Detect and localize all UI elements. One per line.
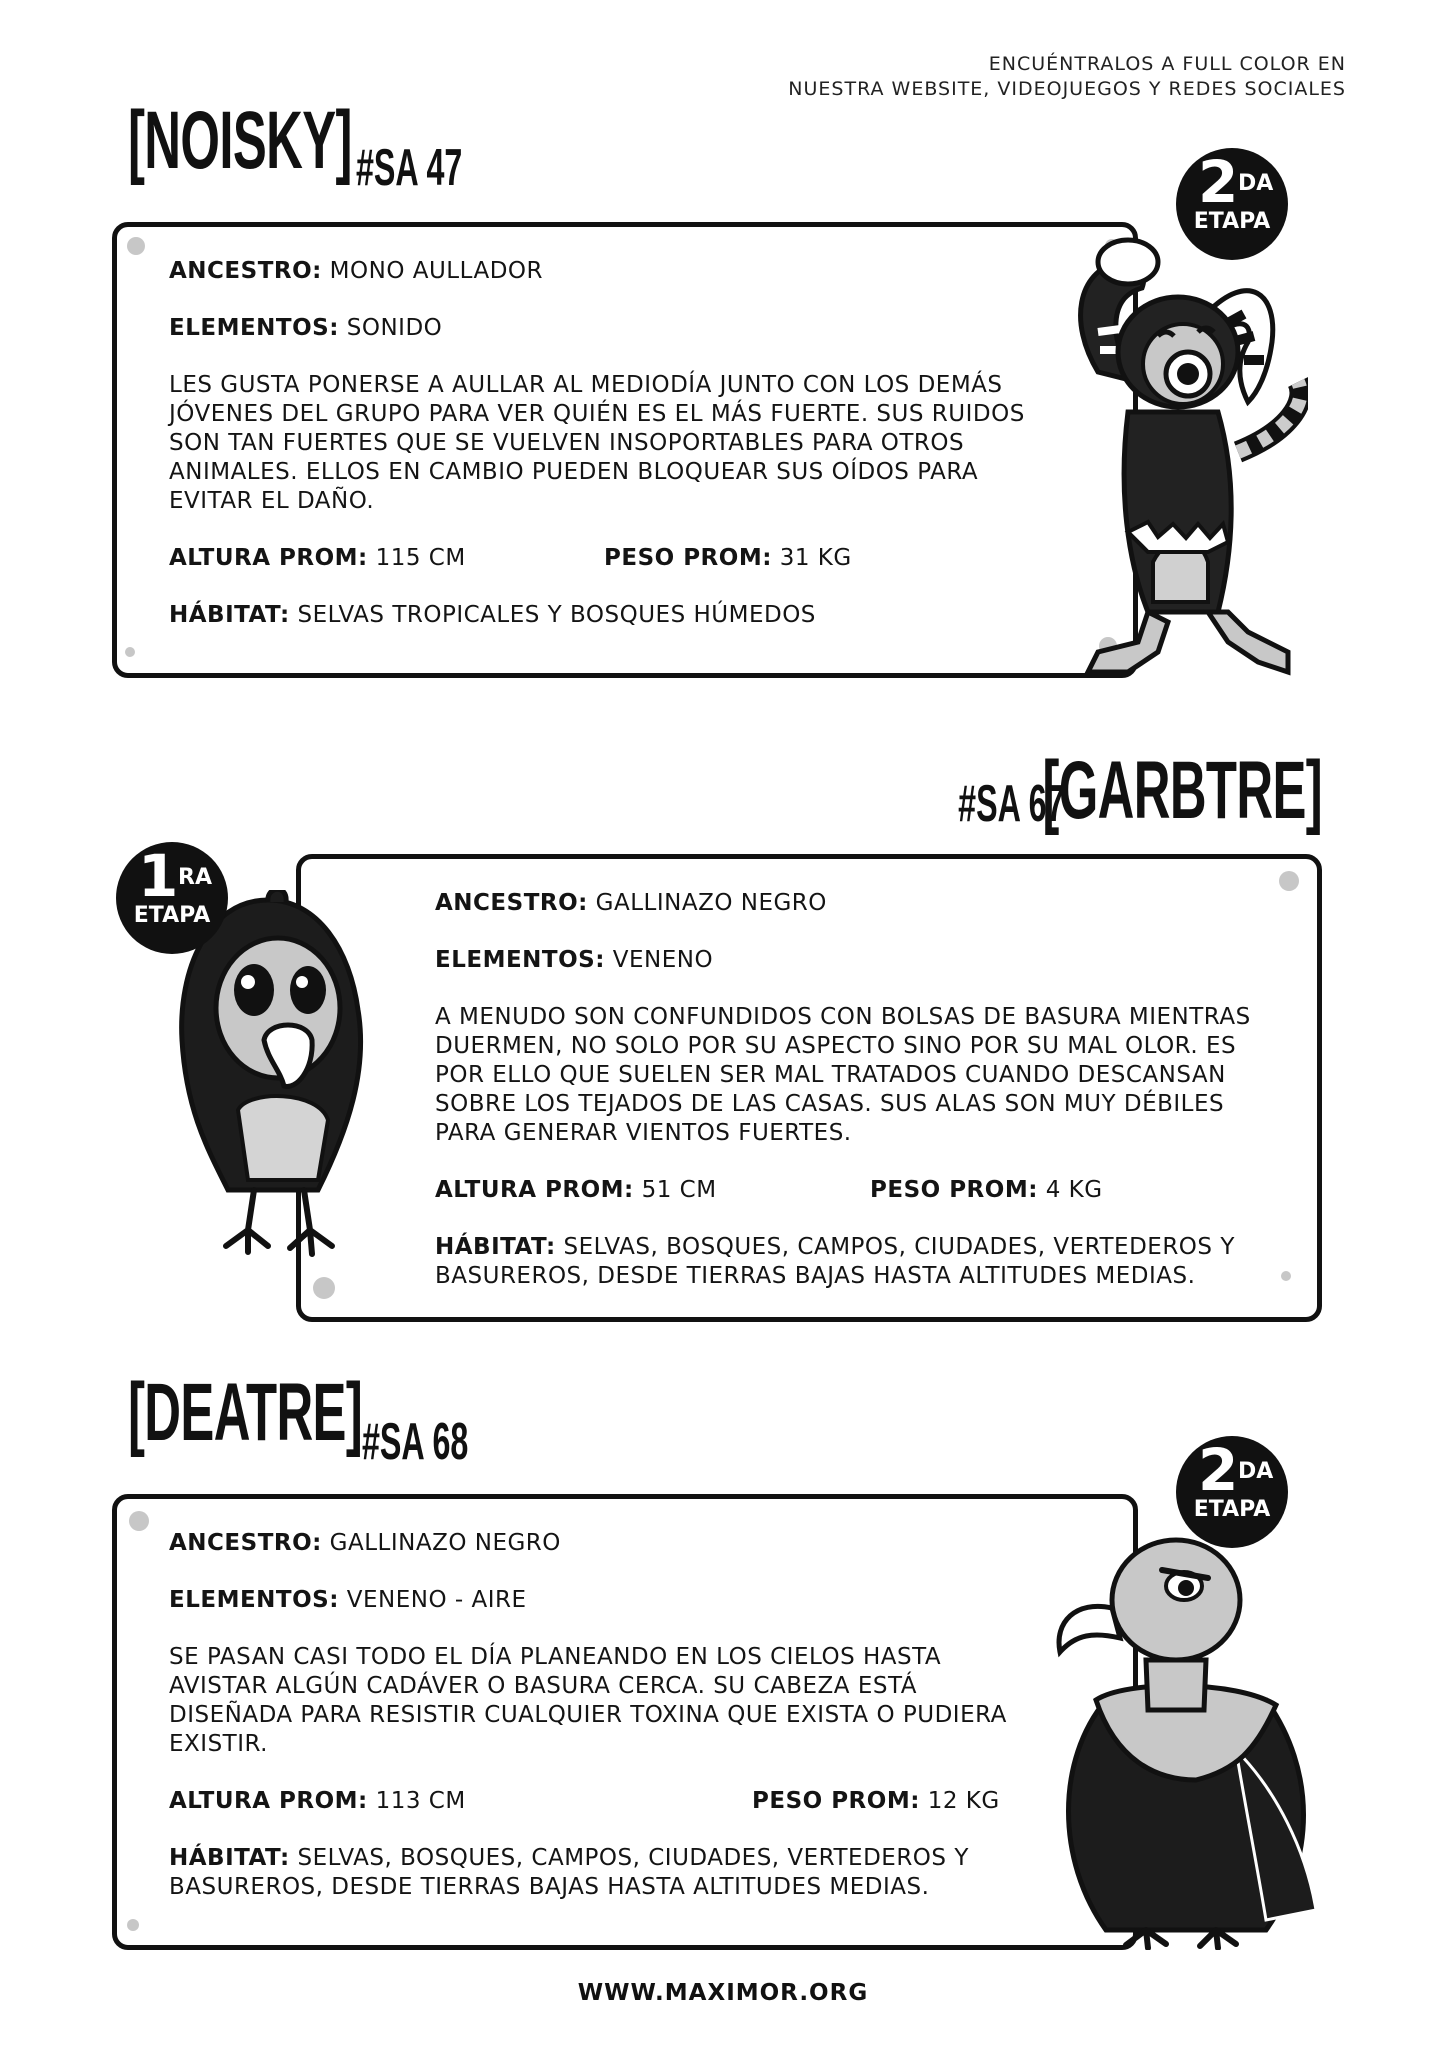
height-stat [169, 1787, 752, 1816]
weight-label: PESO PROM: [604, 545, 772, 571]
stage-badge-garbtre [116, 842, 228, 954]
header-note-line1: ENCUÉNTRALOS A FULL COLOR EN [988, 53, 1346, 75]
header-note [788, 52, 1346, 102]
height-stat [435, 1176, 870, 1205]
weight-stat [870, 1176, 1103, 1205]
habitat-row [435, 1233, 1275, 1291]
entry-details [169, 1529, 1009, 1930]
elements-row [435, 946, 1275, 975]
baby-vulture-illustration [168, 890, 378, 1270]
footer-website: WWW.MAXIMOR.ORG [577, 1980, 869, 2006]
rivet-dot [127, 237, 145, 255]
weight-stat [752, 1787, 1000, 1816]
height-stat [169, 544, 604, 573]
entry-details [435, 889, 1275, 1319]
stats-row [169, 544, 1029, 573]
entry-title-deatre: [DEATRE] [128, 1367, 363, 1458]
entry-code-garbtre: #SA 67 [958, 775, 1065, 833]
stage-badge-noisky [1176, 148, 1288, 260]
elements-label: ELEMENTOS: [169, 1587, 339, 1613]
weight-label: PESO PROM: [752, 1788, 920, 1814]
rivet-dot [129, 1511, 149, 1531]
elements-label: ELEMENTOS: [169, 315, 339, 341]
rivet-dot [313, 1277, 335, 1299]
rivet-dot [1279, 871, 1299, 891]
habitat-value: SELVAS TROPICALES Y BOSQUES HÚMEDOS [297, 602, 816, 628]
howler-monkey-illustration [1058, 232, 1308, 682]
stage-number: 1 [138, 842, 177, 910]
stage-label: ETAPA [133, 903, 211, 928]
height-value: 115 CM [375, 545, 466, 571]
entry-title-garbtre: [GARBTRE] [1042, 745, 1322, 836]
habitat-label: HÁBITAT: [169, 602, 290, 628]
ancestor-row [435, 889, 1275, 918]
elements-value: SONIDO [346, 315, 443, 341]
ancestor-value: MONO AULLADOR [329, 258, 543, 284]
stage-label: ETAPA [1193, 1497, 1271, 1522]
habitat-row [169, 1844, 1009, 1902]
ancestor-label: ANCESTRO: [435, 890, 588, 916]
elements-row [169, 1586, 1009, 1615]
elements-label: ELEMENTOS: [435, 947, 605, 973]
elements-value: VENENO [612, 947, 714, 973]
habitat-value: SELVAS, BOSQUES, CAMPOS, CIUDADES, VERTEDEROS Y BASUREROS, DESDE TIERRAS BAJAS HASTA ALTITUDES MEDIAS. [435, 1234, 1235, 1289]
habitat-label: HÁBITAT: [435, 1234, 556, 1260]
weight-label: PESO PROM: [870, 1177, 1038, 1203]
stage-suffix: DA [1238, 171, 1274, 196]
elements-row [169, 314, 1029, 343]
stage-suffix: DA [1238, 1459, 1274, 1484]
stage-label: ETAPA [1193, 209, 1271, 234]
stage-badge-deatre [1176, 1436, 1288, 1548]
height-value: 51 CM [641, 1177, 717, 1203]
habitat-label: HÁBITAT: [169, 1845, 290, 1871]
header-note-line2: NUESTRA WEBSITE, VIDEOJUEGOS Y REDES SOCIALES [788, 78, 1346, 100]
height-value: 113 CM [375, 1788, 466, 1814]
description: A MENUDO SON CONFUNDIDOS CON BOLSAS DE BASURA MIENTRAS DUERMEN, NO SOLO POR SU ASPECTO SINO POR SU MAL OLOR. ES POR ELLO QUE SUELEN SER MAL TRATADOS CUANDO DESCANSAN SOBRE LOS TEJADOS DE LAS CASAS. SUS ALAS SON MUY DÉBILES PARA GENERAR VIENTOS FUERTES. [435, 1004, 1251, 1146]
rivet-dot [125, 647, 135, 657]
weight-stat [604, 544, 852, 573]
habitat-value: SELVAS, BOSQUES, CAMPOS, CIUDADES, VERTEDEROS Y BASUREROS, DESDE TIERRAS BAJAS HASTA ALTITUDES MEDIAS. [169, 1845, 969, 1900]
rivet-dot [127, 1919, 139, 1931]
stage-number: 2 [1198, 1436, 1237, 1504]
height-label: ALTURA PROM: [169, 1788, 368, 1814]
entry-title-noisky: [NOISKY] [128, 95, 352, 186]
ancestor-value: GALLINAZO NEGRO [595, 890, 827, 916]
ancestor-label: ANCESTRO: [169, 258, 322, 284]
entry-details [169, 257, 1029, 658]
description: SE PASAN CASI TODO EL DÍA PLANEANDO EN LOS CIELOS HASTA AVISTAR ALGÚN CADÁVER O BASURA CERCA. SU CABEZA ESTÁ DISEÑADA PARA RESISTIR CUALQUIER TOXINA QUE EXISTA O PUDIERA EXISTIR. [169, 1644, 1007, 1757]
stats-row [169, 1787, 1009, 1816]
rivet-dot [1281, 1271, 1291, 1281]
ancestor-value: GALLINAZO NEGRO [329, 1530, 561, 1556]
habitat-row [169, 601, 1029, 630]
weight-value: 12 KG [927, 1788, 1000, 1814]
vulture-illustration [1036, 1530, 1326, 1950]
height-label: ALTURA PROM: [169, 545, 368, 571]
entry-card-noisky [112, 222, 1138, 678]
ancestor-row [169, 1529, 1009, 1558]
stage-number: 2 [1198, 148, 1237, 216]
ancestor-row [169, 257, 1029, 286]
entry-code-deatre: #SA 68 [362, 1413, 469, 1471]
stats-row [435, 1176, 1275, 1205]
ancestor-label: ANCESTRO: [169, 1530, 322, 1556]
entry-card-garbtre [296, 854, 1322, 1322]
weight-value: 31 KG [779, 545, 852, 571]
stage-suffix: RA [178, 865, 212, 890]
description: LES GUSTA PONERSE A AULLAR AL MEDIODÍA JUNTO CON LOS DEMÁS JÓVENES DEL GRUPO PARA VER QUIÉN ES EL MÁS FUERTE. SUS RUIDOS SON TAN FUERTES QUE SE VUELVEN INSOPORTABLES PARA OTROS ANIMALES. ELLOS EN CAMBIO PUEDEN BLOQUEAR SUS OÍDOS PARA EVITAR EL DAÑO. [169, 372, 1025, 514]
elements-value: VENENO - AIRE [346, 1587, 527, 1613]
weight-value: 4 KG [1045, 1177, 1103, 1203]
entry-card-deatre [112, 1494, 1138, 1950]
entry-code-noisky: #SA 47 [356, 139, 463, 197]
height-label: ALTURA PROM: [435, 1177, 634, 1203]
